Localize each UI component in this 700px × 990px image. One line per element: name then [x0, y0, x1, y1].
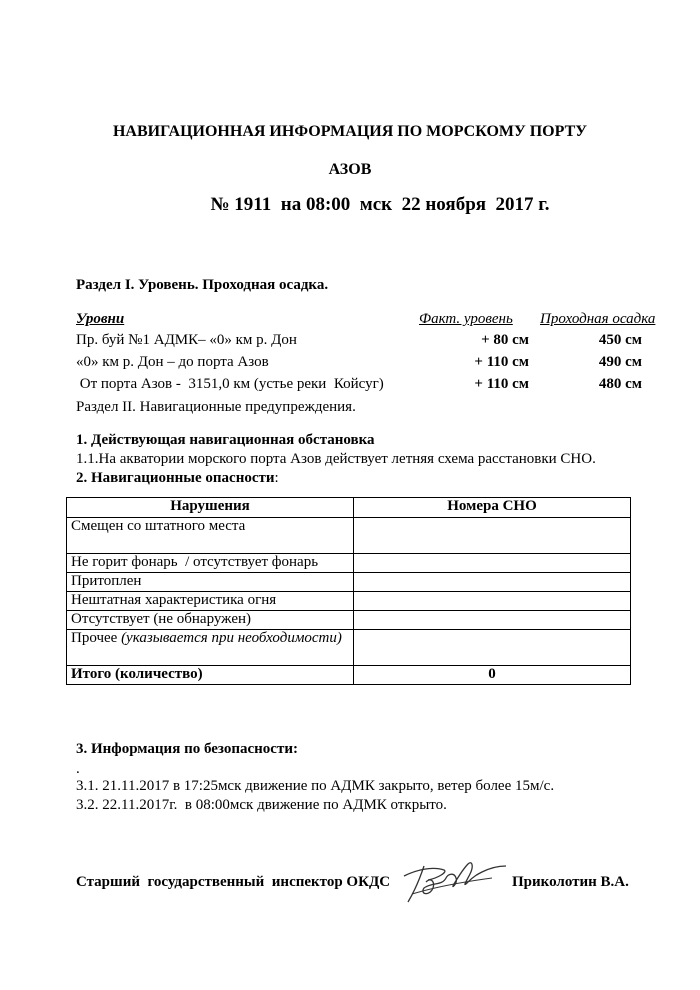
bulletin-number-line: № 1911 на 08:00 мск 22 ноября 2017 г. — [210, 194, 550, 215]
table-row — [67, 554, 631, 573]
table-row — [67, 518, 631, 554]
violation-label-note: (указывается при необходимости) — [121, 630, 342, 646]
violations-column-header: Нарушения — [67, 498, 354, 518]
total-value: 0 — [354, 666, 631, 685]
level-row-3-fact: + 110 см — [474, 376, 529, 392]
level-row-2-name: «0» км р. Дон – до порта Азов — [76, 354, 269, 370]
draft-column-header: Проходная осадка — [540, 311, 656, 327]
level-row-3-draft: 480 см — [598, 376, 642, 392]
sno-value — [354, 630, 631, 666]
level-row-2-draft: 490 см — [598, 354, 642, 370]
section2-heading: Раздел II. Навигационные предупреждения. — [76, 399, 356, 415]
table-row — [67, 573, 631, 592]
sno-value — [354, 518, 631, 554]
safety-item-1: 3.1. 21.11.2017 в 17:25мск движение по АДМК закрыто, ветер более 15м/с. — [76, 778, 555, 794]
violation-label: Прочее — [71, 630, 122, 646]
level-row-2-fact: + 110 см — [474, 354, 529, 370]
sno-value — [354, 611, 631, 630]
sno-value — [354, 592, 631, 611]
section1-heading: Раздел I. Уровень. Проходная осадка. — [76, 277, 329, 293]
levels-column-header: Уровни — [76, 311, 125, 327]
inspector-name: Приколотин В.А. — [512, 874, 629, 890]
violations-table — [66, 497, 631, 685]
level-row-3-name: От порта Азов - 3151,0 км (устье реки Койсуг) — [76, 376, 384, 392]
hazards-heading-colon: : — [274, 470, 279, 486]
current-situation-heading: 1. Действующая навигационная обстановка — [76, 432, 375, 448]
sno-numbers-column-header: Номера СНО — [354, 498, 631, 518]
table-row — [67, 592, 631, 611]
violation-label: Смещен со штатного места — [67, 518, 354, 554]
sno-value — [354, 554, 631, 573]
table-total-row — [67, 666, 631, 685]
sno-value — [354, 573, 631, 592]
table-row — [67, 630, 631, 666]
violation-label-other — [67, 630, 354, 666]
inspector-position: Старший государственный инспектор ОКДС — [76, 874, 391, 890]
total-label: Итого (количество) — [67, 666, 354, 685]
table-row — [67, 611, 631, 630]
hazards-heading-text: 2. Навигационные опасности — [76, 470, 275, 486]
hazards-heading — [76, 470, 279, 487]
level-row-1-name: Пр. буй №1 АДМК– «0» км р. Дон — [76, 332, 297, 348]
level-row-1-fact: + 80 см — [481, 332, 529, 348]
violation-label: Отсутствует (не обнаружен) — [67, 611, 354, 630]
safety-item-2: 3.2. 22.11.2017г. в 08:00мск движение по АДМК открыто. — [76, 797, 447, 813]
safety-info-dot: . — [76, 761, 80, 777]
violation-label: Притоплен — [67, 573, 354, 592]
signature — [402, 848, 512, 912]
title-line1: НАВИГАЦИОННАЯ ИНФОРМАЦИЯ ПО МОРСКОМУ ПОРТУ — [112, 123, 587, 140]
level-row-1-draft: 450 см — [598, 332, 642, 348]
violation-label: Нештатная характеристика огня — [67, 592, 354, 611]
fact-level-column-header: Факт. уровень — [419, 311, 513, 327]
violation-label: Не горит фонарь / отсутствует фонарь — [67, 554, 354, 573]
title-line2: АЗОВ — [328, 161, 372, 178]
current-situation-text: 1.1.На акватории морского порта Азов действует летняя схема расстановки СНО. — [76, 451, 596, 467]
safety-info-heading: 3. Информация по безопасности: — [76, 741, 298, 757]
